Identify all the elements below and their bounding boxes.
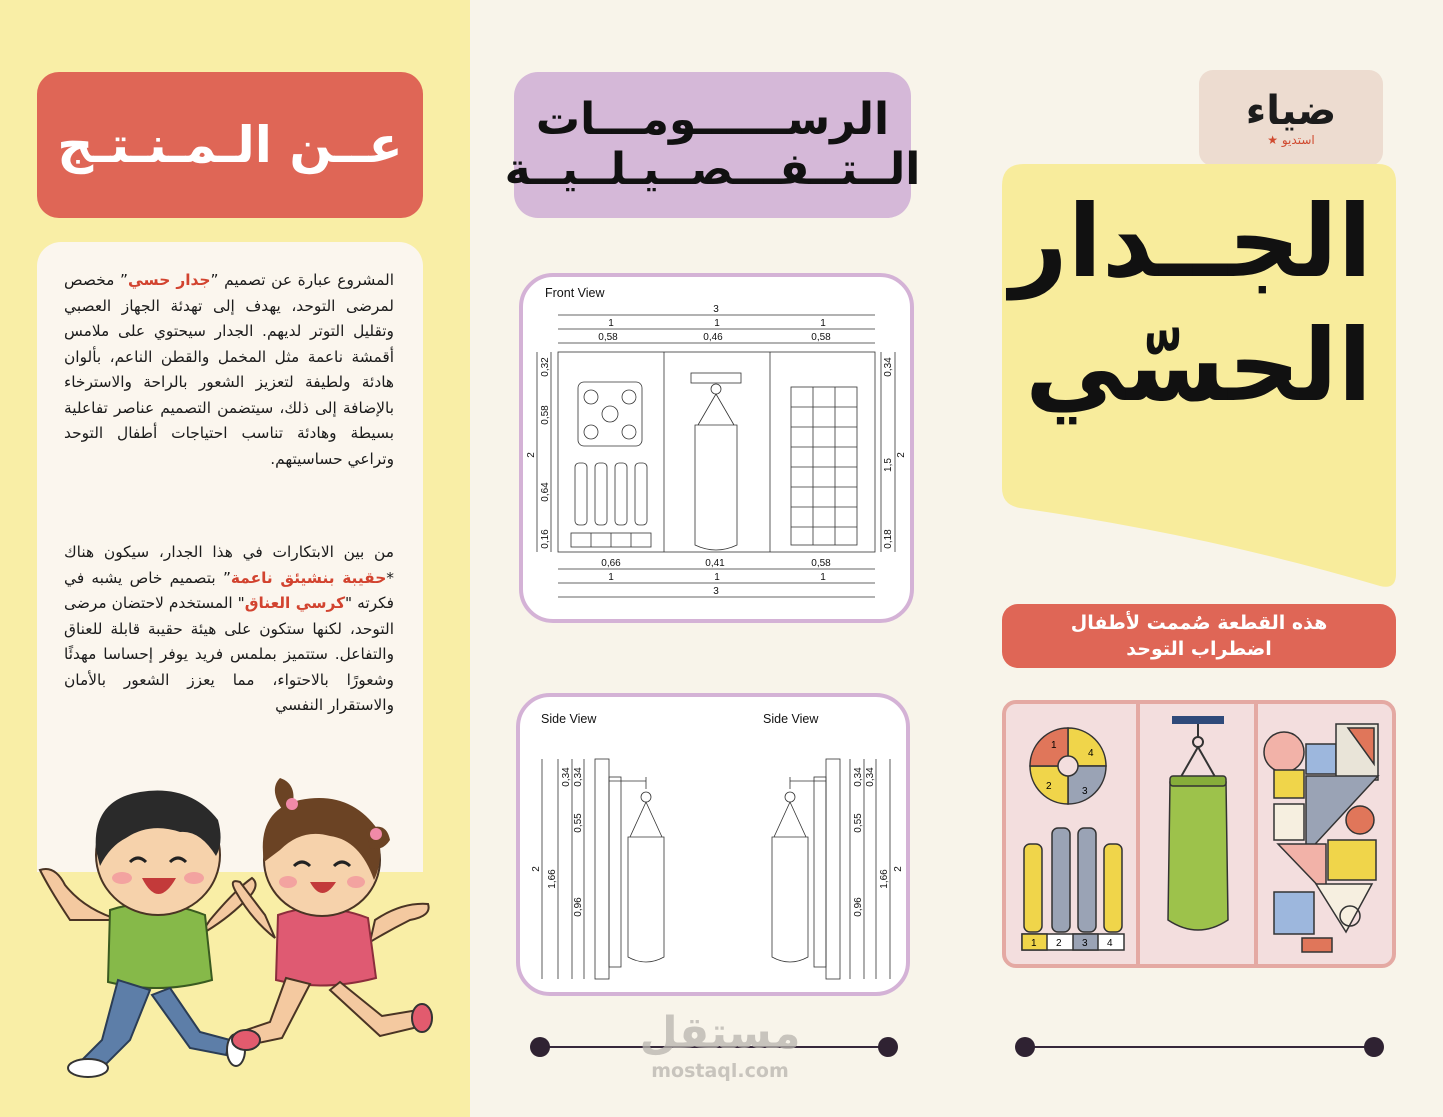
- svg-text:0,32: 0,32: [540, 357, 551, 377]
- drawings-title-line-1: الرســــــومـــات: [535, 94, 890, 145]
- svg-text:3: 3: [713, 586, 719, 597]
- drawings-title-line-2: الــتــفـــصــيـلــيــة: [504, 144, 921, 195]
- svg-text:0,34: 0,34: [883, 357, 894, 377]
- side-view-svg: [520, 697, 906, 992]
- svg-text:0,41: 0,41: [705, 558, 725, 569]
- girl-figure: [232, 778, 432, 1050]
- svg-text:1,66: 1,66: [879, 869, 890, 889]
- highlight-sensory-wall: جدار حسي: [127, 271, 211, 289]
- kids-illustration: [30, 770, 450, 1090]
- svg-text:0,64: 0,64: [540, 482, 551, 502]
- side-view-label-right: Side View: [763, 712, 819, 726]
- svg-text:0,96: 0,96: [573, 897, 584, 917]
- brand-logo: [1199, 70, 1383, 166]
- svg-text:3: 3: [1082, 786, 1088, 797]
- svg-text:1: 1: [608, 318, 614, 329]
- svg-text:4: 4: [1107, 938, 1113, 949]
- about-header: [37, 72, 423, 218]
- divider-dot-right: [878, 1037, 898, 1057]
- svg-text:0,46: 0,46: [703, 332, 723, 343]
- brand-tagline: ★ استديو: [1267, 133, 1315, 147]
- brand-name: ضياء: [1245, 88, 1337, 134]
- about-title: عــن الـمـنـتـج: [57, 116, 403, 174]
- about-panel: [0, 0, 470, 1117]
- front-view-svg: [523, 277, 910, 619]
- product-title-line-1: الجــدار: [1010, 183, 1372, 300]
- side-dimension-labels: [531, 767, 904, 917]
- watermark-url: mostaql.com: [651, 1060, 789, 1082]
- svg-text:0,34: 0,34: [865, 767, 876, 787]
- svg-text:0,34: 0,34: [853, 767, 864, 787]
- svg-text:1: 1: [1031, 938, 1037, 949]
- svg-text:1: 1: [820, 318, 826, 329]
- svg-text:2: 2: [531, 866, 542, 872]
- svg-text:2: 2: [893, 866, 904, 872]
- geometric-mosaic: [1264, 724, 1378, 952]
- svg-text:0,18: 0,18: [883, 529, 894, 549]
- svg-text:0,55: 0,55: [573, 813, 584, 833]
- svg-text:2: 2: [1046, 781, 1052, 792]
- product-rendering-svg: [1006, 704, 1392, 964]
- front-view-drawing: [519, 273, 914, 623]
- roller-tubes: [1022, 828, 1124, 950]
- svg-text:0,58: 0,58: [540, 405, 551, 425]
- color-wheel: [1030, 728, 1106, 804]
- svg-text:1,66: 1,66: [547, 869, 558, 889]
- svg-text:0,58: 0,58: [598, 332, 618, 343]
- svg-text:0,34: 0,34: [573, 767, 584, 787]
- highlight-hug-chair: كرسي العناق: [244, 594, 346, 612]
- product-rendering: [1002, 700, 1396, 968]
- front-dimension-labels: [526, 304, 907, 597]
- svg-text:1: 1: [714, 318, 720, 329]
- watermark: [610, 1008, 830, 1082]
- watermark-logo: مستقل: [639, 1008, 801, 1059]
- svg-text:0,34: 0,34: [561, 767, 572, 787]
- product-tagline: هذه القطعة صُممت لأطفال اضطراب التوحد: [1002, 604, 1396, 668]
- svg-text:2: 2: [896, 452, 907, 458]
- boy-figure: [40, 791, 256, 1077]
- punching-bag: [1168, 716, 1228, 930]
- drawings-header: [504, 72, 921, 218]
- divider-dot-left: [530, 1037, 550, 1057]
- svg-text:0,66: 0,66: [601, 558, 621, 569]
- svg-text:1: 1: [820, 572, 826, 583]
- side-view-label-left: Side View: [541, 712, 597, 726]
- side-view-drawing: [516, 693, 910, 996]
- product-title: [1010, 180, 1372, 428]
- svg-text:2: 2: [526, 452, 537, 458]
- highlight-soft-bag: حقيبة بنشيئق ناعمة: [230, 568, 387, 587]
- svg-text:0,55: 0,55: [853, 813, 864, 833]
- divider-dot-right: [1364, 1037, 1384, 1057]
- product-title-line-2: الحسّي: [1025, 307, 1372, 424]
- svg-text:0,58: 0,58: [811, 558, 831, 569]
- right-divider: [1015, 1037, 1384, 1057]
- front-view-label: Front View: [545, 286, 605, 300]
- about-paragraph-2: من بين الابتكارات في هذا الجدار، سيكون هناك *حقيبة بنشيئق ناعمة” بتصميم خاص يشبه في فكرته "كرسي العناق" المستخدم لاحتضان مرضى التوحد، لكنها ستكون على هيئة حقيبة قابلة للعناق والتفاعل. ستتميز بملمس فريد يوفر إحساسا مهدئًا وشعورًا بالاحتواء، مما يعزز الشعور بالأمان والاستقرار النفسي: [64, 543, 394, 714]
- svg-text:0,16: 0,16: [540, 529, 551, 549]
- svg-text:1,5: 1,5: [883, 458, 894, 472]
- svg-text:1: 1: [608, 572, 614, 583]
- svg-text:0,96: 0,96: [853, 897, 864, 917]
- svg-text:1: 1: [714, 572, 720, 583]
- svg-text:3: 3: [713, 304, 719, 315]
- svg-text:1: 1: [1051, 740, 1057, 751]
- svg-text:2: 2: [1056, 938, 1062, 949]
- svg-text:4: 4: [1088, 748, 1094, 759]
- star-icon: ★: [1267, 133, 1282, 147]
- svg-text:0,58: 0,58: [811, 332, 831, 343]
- svg-text:3: 3: [1082, 938, 1088, 949]
- about-paragraph-1: المشروع عبارة عن تصميم ”جدار حسي” مخصص لمرضى التوحد، يهدف إلى تهدئة الجهاز العصبي وتقليل التوتر لديهم. الجدار سيحتوي على ملامس أقمشة ناعمة مثل المخمل والقطن الناعم، بألوان هادئة ولطيفة لتعزيز الشعور بالراحة والاسترخاء بالإضافة إلى ذلك، سيتضمن التصميم عناصر تفاعلية بسيطة وهادئة تناسب احتياجات أطفال التوحد وتراعي حساسيتهم.: [64, 271, 394, 468]
- divider-dot-left: [1015, 1037, 1035, 1057]
